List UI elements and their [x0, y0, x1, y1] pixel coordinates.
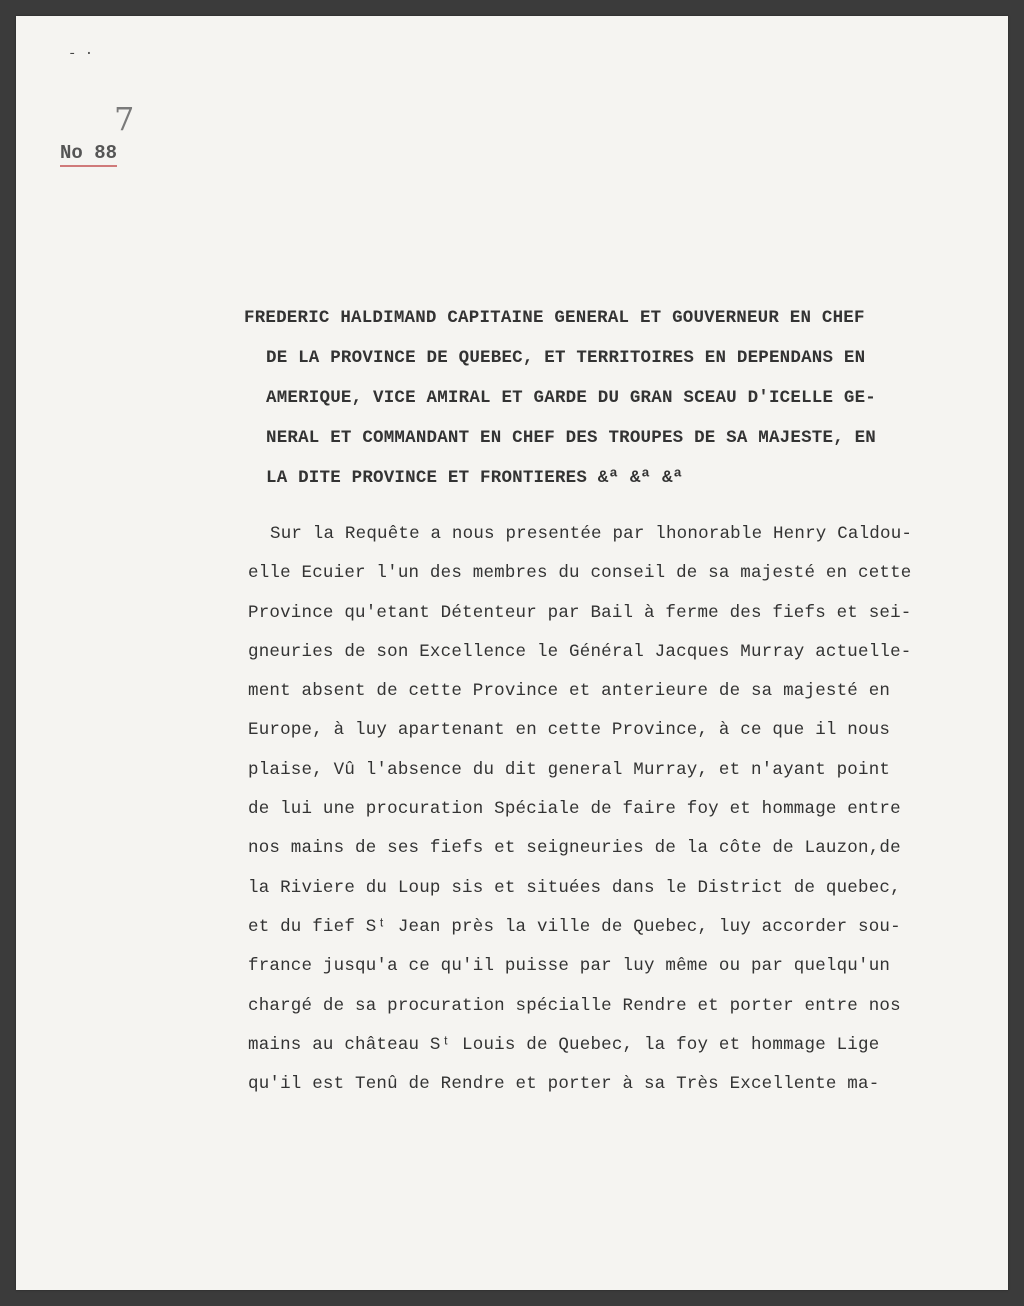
- title-line: FREDERIC HALDIMAND CAPITAINE GENERAL ET GOUVERNEUR EN CHEF: [244, 308, 865, 328]
- text-line: qu'il est Tenû de Rendre et porter à sa Très Excellente ma-: [248, 1074, 880, 1095]
- document-number: No 88: [60, 142, 117, 167]
- text-line: gneuries de son Excellence le Général Jacques Murray actuelle-: [248, 641, 912, 662]
- body-paragraph: [248, 515, 968, 1104]
- text-line: elle Ecuier l'un des membres du conseil de sa majesté en cette: [248, 563, 912, 584]
- text-line: de lui une procuration Spéciale de faire foy et hommage entre: [248, 799, 901, 820]
- title-line: LA DITE PROVINCE ET FRONTIERES &ª &ª &ª: [266, 468, 684, 488]
- page-number: 7: [114, 100, 136, 138]
- title-line: DE LA PROVINCE DE QUEBEC, ET TERRITOIRES EN DEPENDANS EN: [266, 348, 866, 368]
- text-line: et du fief Sᵗ Jean près la ville de Quebec, luy accorder sou-: [248, 916, 901, 937]
- text-line: chargé de sa procuration spécialle Rendre et porter entre nos: [248, 995, 901, 1016]
- corner-marks: - ·: [68, 46, 94, 62]
- text-line: ment absent de cette Province et anterieure de sa majesté en: [248, 681, 891, 702]
- text-line: Province qu'etant Détenteur par Bail à ferme des fiefs et sei-: [248, 602, 912, 623]
- text-line: mains au château Sᵗ Louis de Quebec, la foy et hommage Lige: [248, 1034, 880, 1055]
- text-line: plaise, Vû l'absence du dit general Murray, et n'ayant point: [248, 759, 891, 780]
- title-line: NERAL ET COMMANDANT EN CHEF DES TROUPES DE SA MAJESTE, EN: [266, 428, 876, 448]
- title-block: [244, 298, 964, 498]
- text-line: france jusqu'a ce qu'il puisse par luy même ou par quelqu'un: [248, 956, 891, 977]
- document-page: [16, 16, 1008, 1290]
- title-line: AMERIQUE, VICE AMIRAL ET GARDE DU GRAN SCEAU D'ICELLE GE-: [266, 388, 876, 408]
- text-line: Europe, à luy apartenant en cette Province, à ce que il nous: [248, 720, 891, 741]
- text-line: nos mains de ses fiefs et seigneuries de la côte de Lauzon,de: [248, 838, 901, 859]
- text-line: la Riviere du Loup sis et situées dans le District de quebec,: [248, 877, 901, 898]
- text-line: Sur la Requête a nous presentée par lhonorable Henry Caldou-: [270, 524, 913, 544]
